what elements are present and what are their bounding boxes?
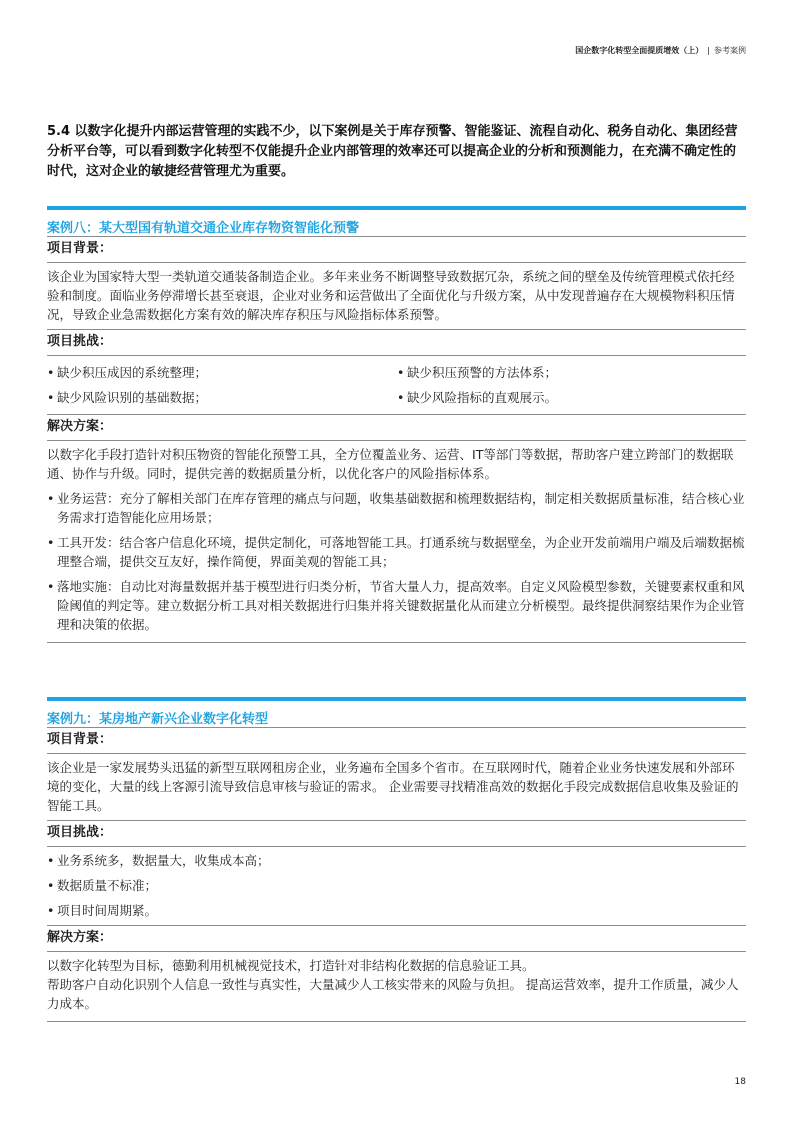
header-separator: | [707,46,710,55]
intro-paragraph: 5.4 以数字化提升内部运营管理的实践不少，以下案例是关于库存预警、智能鉴证、流程自动化、税务自动化、集团经营分析平台等，可以看到数字化转型不仅能提升企业内部管理的效率还可以提高企业的分析和预测能力，在充满不确定性的时代，这对企业的敏捷经营管理尤为重要。 [47,124,738,179]
header-doc-title: 国企数字化转型全面提质增效（上） [575,46,704,55]
case-eight-challenges [47,356,746,415]
case-eight-background [47,263,746,330]
case-eight-background-text: 该企业为国家特大型一类轨道交通装备制造企业。多年来业务不断调整导致数据冗杂，系统之间的壁垒及传统管理模式依托经验和制度。面临业务停滞增长甚至衰退，企业对业务和运营做出了全面优化与升级方案，从中发现普遍存在大规模物料积压情况，导致企业急需数据化方案有效的解决库存积压与风险指标体系预警。 [47,269,735,322]
list-item: • 数据质量不标准； [47,876,746,895]
case-eight-solution-heading: 解决方案： [47,415,746,441]
case-nine-solution-line: 帮助客户自动化识别个人信息一致性与真实性，大量减少人工核实带来的风险与负担。 提高运营效率，提升工作质量，减少人力成本。 [47,977,739,1011]
case-nine-background-text: 该企业是一家发展势头迅猛的新型互联网租房企业，业务遍布全国多个省市。在互联网时代，随着企业业务快速发展和外部环境的变化，大量的线上客源引流导致信息审核与验证的需求。 企业需要寻找精准高效的数据化手段完成数据信息收集及验证的智能工具。 [47,760,739,813]
case-eight-title: 案例八：某大型国有轨道交通企业库存物资智能化预警 [47,210,746,237]
case-eight-background-heading: 项目背景： [47,237,746,263]
header-section: 参考案例 [714,46,746,55]
case-eight-section [47,206,746,643]
case-nine-section [47,697,746,1022]
case-eight-solution-intro: 以数字化手段打造针对积压物资的智能化预警工具，全方位覆盖业务、运营、IT等部门等数据，帮助客户建立跨部门的数据联通、协作与升级。同时，提供完善的数据质量分析，以优化客户的风险指标体系。 [47,447,734,481]
case-nine-challenges-heading: 项目挑战： [47,821,746,847]
list-item: • 落地实施：自动比对海量数据并基于模型进行归类分析，节省大量人力，提高效率。自定义风险模型参数，关键要素权重和风险阈值的判定等。建立数据分析工具对相关数据进行归集并将关键数据量化从而建立分析模型。最终提供洞察结果作为企业管理和决策的依据。 [47,577,746,634]
case-nine-challenges [47,847,746,926]
case-nine-background [47,754,746,821]
list-item: • 缺少风险识别的基础数据； [47,388,397,407]
page-header [575,45,746,56]
list-item: • 缺少积压成因的系统整理； [47,363,397,382]
case-nine-title: 案例九：某房地产新兴企业数字化转型 [47,701,746,728]
list-item: • 工具开发：结合客户信息化环境，提供定制化，可落地智能工具。打通系统与数据壁垒，为企业开发前端用户端及后端数据梳理整合端，提供交互友好，操作简便，界面美观的智能工具； [47,533,746,571]
case-eight-solution [47,441,746,643]
case-nine-background-heading: 项目背景： [47,728,746,754]
case-nine-solution-heading: 解决方案： [47,926,746,952]
case-nine-solution-line: 以数字化转型为目标，德勤利用机械视觉技术，打造针对非结构化数据的信息验证工具。 [47,958,535,973]
list-item: • 缺少积压预警的方法体系； [397,363,746,382]
list-item: • 缺少风险指标的直观展示。 [397,388,746,407]
case-nine-solution [47,952,746,1022]
list-item: • 业务运营：充分了解相关部门在库存管理的痛点与问题，收集基础数据和梳理数据结构，制定相关数据质量标准，结合核心业务需求打造智能化应用场景； [47,489,746,527]
page-number: 18 [734,1077,746,1087]
case-eight-challenges-heading: 项目挑战： [47,330,746,356]
list-item: • 业务系统多，数据量大，收集成本高； [47,851,746,870]
list-item: • 项目时间周期紧。 [47,901,746,920]
